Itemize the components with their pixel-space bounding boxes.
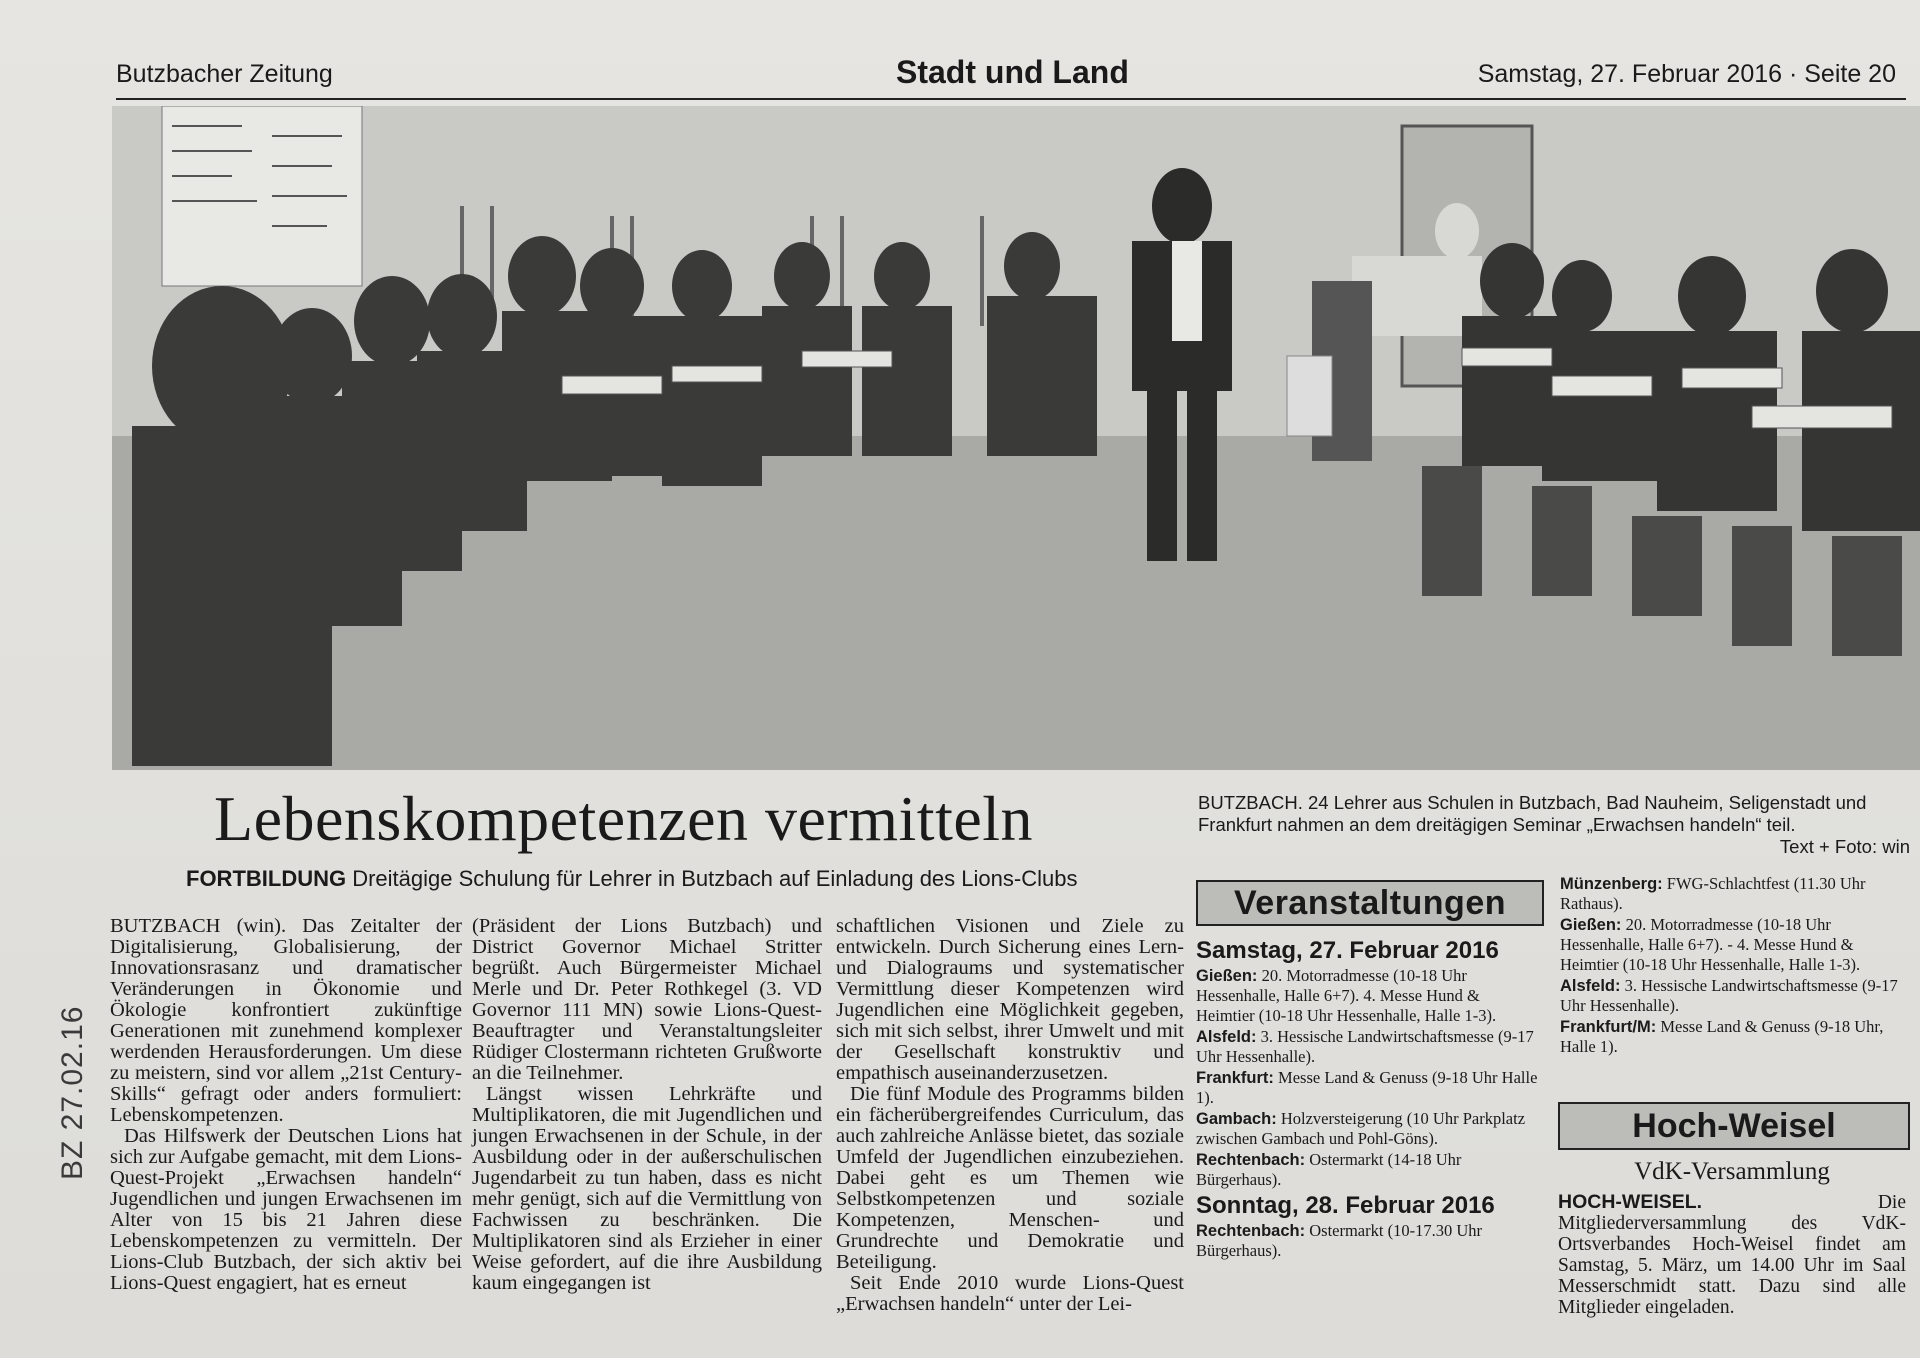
paper-name: Butzbacher Zeitung: [116, 60, 333, 88]
photo-credit: Text + Foto: win: [1779, 836, 1910, 857]
handwritten-date-note: BZ 27.02.16: [56, 1005, 89, 1180]
article-kicker: FORTBILDUNG: [186, 866, 347, 891]
event-item: Münzenberg: FWG-Schlachtfest (11.30 Uhr Rathaus).: [1560, 874, 1866, 913]
events-list-right: [1560, 874, 1906, 1058]
events-date-saturday: Samstag, 27. Februar 2016: [1196, 937, 1499, 964]
photo-caption: [1198, 792, 1910, 858]
paragraph: BUTZBACH (win). Das Zeitalter der Digitalisierung, Globalisierung, der Innovationsrasanz und dramatischer Veränderungen in Ökonomie und Ökologie konfrontiert zukünftige Generationen mit zunehmend komplexer werdenden Herausforderungen. Um diese zu meistern, sind vor allem „21st Century-Skills“ gefragt oder anders formuliert: Lebenskompetenzen.: [110, 915, 462, 1126]
vdk-body: [1558, 1192, 1906, 1318]
article-photo: [112, 106, 1920, 770]
paragraph: (Präsident der Lions Butzbach) und District Governor Michael Stritter begrüßt. Auch Bürgermeister Michael Merle und Dr. Peter Rothkegel (3. VD Governor 111 MN) sowie Lions-Quest-Beauftragter und Veranstaltungsleiter Rüdiger Clostermann richteten Grußworte an die Teilnehmer.: [472, 915, 822, 1084]
events-list-left: [1196, 936, 1542, 1262]
paragraph: Längst wissen Lehrkräfte und Multiplikatoren, die mit Jugendlichen und jungen Erwachsenen in der Schule, in der Ausbildung oder in der außerschulischen Jugendarbeit zu tun haben, dass es nicht mehr genügt, sich auf die Vermittlung von Fachwissen zu beschränken. Die Multiplikatoren sind als Erzieher in einer Weise gefordert, auf die ihre Ausbildung kaum eingegangen ist: [472, 1083, 822, 1294]
header-rule: [116, 98, 1906, 100]
vdk-title: VdK-Versammlung: [1634, 1158, 1830, 1185]
paragraph: Seit Ende 2010 wurde Lions-Quest „Erwachsen handeln“ unter der Lei-: [836, 1272, 1184, 1315]
event-item: Frankfurt/M: Messe Land & Genuss (9-18 Uhr, Halle 1).: [1560, 1017, 1884, 1056]
date-page: Samstag, 27. Februar 2016 · Seite 20: [1477, 60, 1896, 88]
section-title: Stadt und Land: [896, 54, 1129, 90]
event-item: Gießen: 20. Motorradmesse (10-18 Uhr Hessenhalle, Halle 6+7). 4. Messe Hund & Heimtier (10-18 Uhr Hessenhalle, Halle 1-3).: [1196, 966, 1497, 1025]
masthead: [116, 54, 1896, 94]
caption-text: BUTZBACH. 24 Lehrer aus Schulen in Butzbach, Bad Nauheim, Seligenstadt und Frankfurt nahmen an dem dreitägigen Seminar „Erwachsen handeln“ teil.: [1198, 792, 1867, 835]
events-date-sunday: Sonntag, 28. Februar 2016: [1196, 1192, 1495, 1219]
article-column-2: [472, 916, 822, 1294]
paragraph: schaftlichen Visionen und Ziele zu entwickeln. Durch Sicherung eines Lern- und Dialograums und systematischer Vermittlung dieser Kompetenzen wird Jugendlichen eine Möglichkeit gegeben, sich mit sich selbst, ihrer Umwelt und mit der Gesellschaft konstruktiv und empathisch auseinanderzusetzen.: [836, 915, 1184, 1084]
event-item: Alsfeld: 3. Hessische Landwirtschaftsmesse (9-17 Uhr Hessenhalle).: [1560, 976, 1898, 1015]
article-headline: Lebenskompetenzen vermitteln: [214, 783, 1034, 854]
event-item: Gambach: Holzversteigerung (10 Uhr Parkplatz zwischen Gambach und Pohl-Göns).: [1196, 1109, 1526, 1148]
article-subhead: [186, 866, 1077, 892]
event-item: Rechtenbach: Ostermarkt (14-18 Uhr Bürgerhaus).: [1196, 1150, 1462, 1189]
photo-illustration: [112, 106, 1920, 770]
article-column-1: [110, 916, 462, 1294]
paragraph: Das Hilfswerk der Deutschen Lions hat sich zur Aufgabe gemacht, mit dem Lions-Quest-Projekt „Erwachsen handeln“ Jugendlichen und jungen Erwachsenen im Alter von 15 bis 21 Jahren diese Lebenskompetenzen zu vermitteln. Der Lions-Club Butzbach, der sich aktiv bei Lions-Quest engagiert, hat es erneut: [110, 1125, 462, 1294]
hochweisel-heading: Hoch-Weisel: [1558, 1102, 1910, 1150]
paragraph: Die fünf Module des Programms bilden ein fächerübergreifendes Curriculum, das auch zahlreiche Anlässe bietet, das soziale Umfeld der Jugendlichen einzubeziehen. Dabei geht es um Themen wie Selbstkompetenzen und soziale Kompetenzen, Menschen- und Grundrechte und Demokratie und Beteiligung.: [836, 1083, 1184, 1273]
article-subhead-text: Dreitägige Schulung für Lehrer in Butzbach auf Einladung des Lions-Clubs: [352, 866, 1078, 891]
event-item: Alsfeld: 3. Hessische Landwirtschaftsmesse (9-17 Uhr Hessenhalle).: [1196, 1027, 1534, 1066]
event-item: Frankfurt: Messe Land & Genuss (9-18 Uhr Halle 1).: [1196, 1068, 1538, 1107]
article-column-3: [836, 916, 1184, 1315]
vdk-text: Die Mitgliederversammlung des VdK-Ortsverbandes Hoch-Weisel findet am Samstag, 5. März, um 14.00 Uhr im Saal Messerschmidt statt. Dazu sind alle Mitglieder eingeladen.: [1558, 1192, 1906, 1318]
events-heading: Veranstaltungen: [1196, 880, 1544, 926]
vdk-place: HOCH-WEISEL.: [1558, 1191, 1703, 1213]
event-item: Gießen: 20. Motorradmesse (10-18 Uhr Hessenhalle, Halle 6+7). - 4. Messe Hund & Heimtier (10-18 Uhr Hessenhalle, Halle 1-3).: [1560, 915, 1861, 974]
event-item: Rechtenbach: Ostermarkt (10-17.30 Uhr Bürgerhaus).: [1196, 1221, 1482, 1260]
